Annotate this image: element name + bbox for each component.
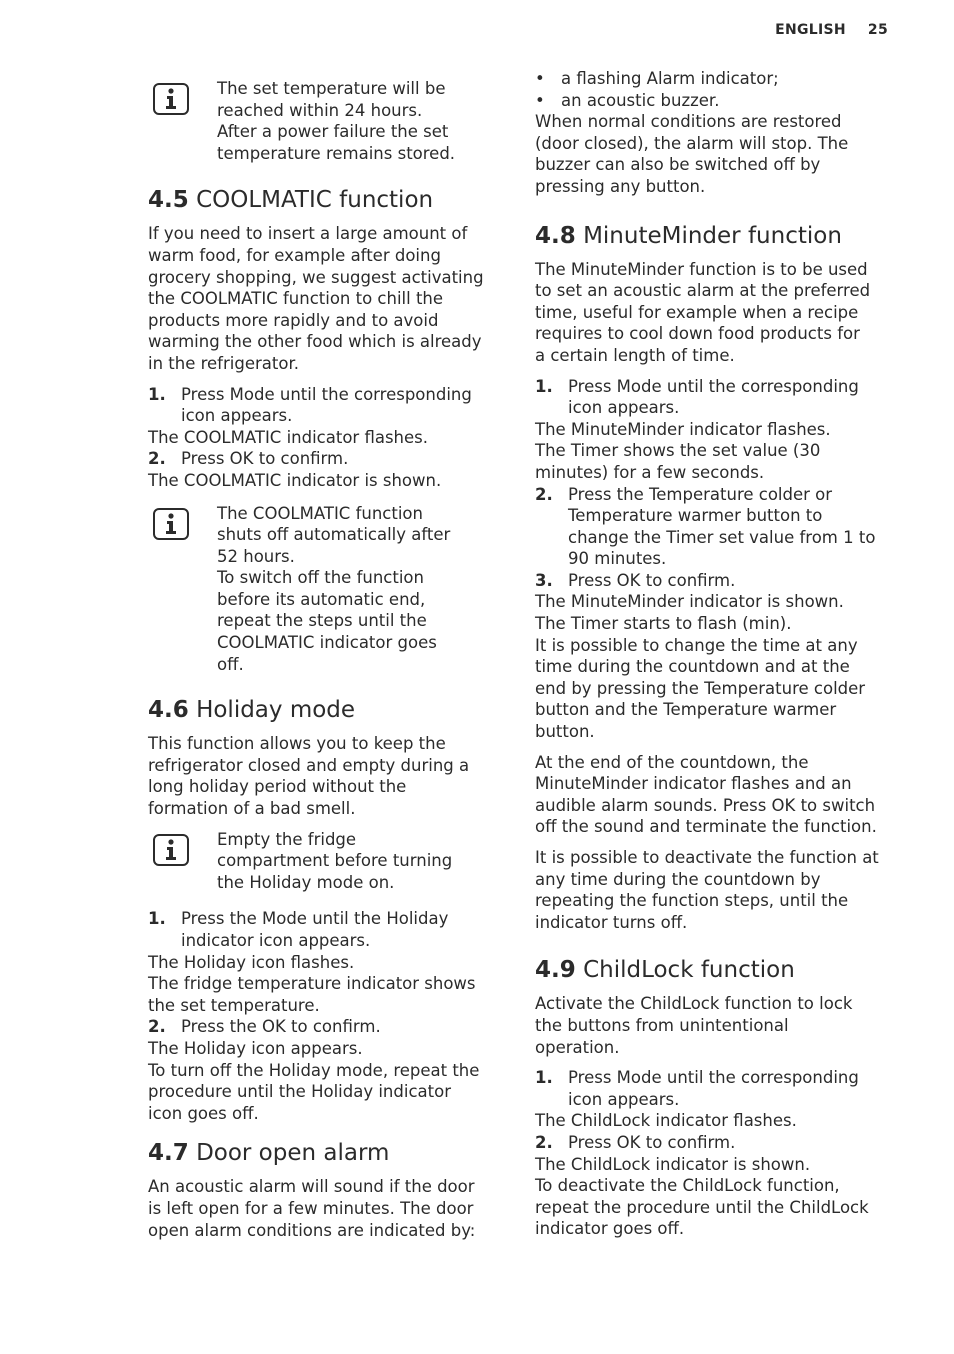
- section-heading-childlock: [535, 955, 891, 985]
- text-line: warm food, for example after doing: [148, 245, 441, 265]
- text-line: button and the Temperature warmer: [535, 700, 837, 720]
- info-note-coolmatic: [148, 503, 500, 676]
- text-line: (door closed), the alarm will stop. The: [535, 133, 849, 153]
- minuteminder-after-3: [535, 591, 891, 742]
- text-line: end by pressing the Temperature colder: [535, 678, 866, 698]
- text-line: the buttons from unintentional: [535, 1015, 789, 1035]
- language-label: ENGLISH: [775, 22, 846, 38]
- text-line: grocery shopping, we suggest activating: [148, 267, 484, 287]
- text-line: long holiday period without the: [148, 777, 407, 797]
- note-line: 52 hours.: [217, 546, 295, 566]
- minuteminder-deactivate-para: [535, 847, 891, 933]
- text-line: icon appears.: [181, 406, 293, 426]
- text-line: indicator icon appears.: [181, 931, 371, 950]
- text-line: The MinuteMinder indicator is shown.: [535, 592, 844, 612]
- page-number: 25: [867, 22, 888, 38]
- text-line: At the end of the countdown, the: [535, 752, 809, 772]
- text-line: repeat the procedure until the ChildLock: [535, 1197, 869, 1217]
- childlock-step-2: [535, 1132, 891, 1154]
- step-number: 2.: [535, 484, 553, 504]
- text-line: The MinuteMinder function is to be used: [535, 259, 868, 279]
- note-line: COOLMATIC indicator goes: [217, 633, 437, 653]
- text-line: 90 minutes.: [568, 549, 667, 569]
- text-line: button.: [535, 722, 595, 742]
- info-note-holiday: [148, 829, 500, 894]
- step-number: 1.: [535, 376, 553, 396]
- text-line: warming the other food which is already: [148, 332, 482, 352]
- section-title: COOLMATIC function: [196, 187, 434, 214]
- section-number: 4.8: [535, 222, 576, 249]
- text-line: Activate the ChildLock function to lock: [535, 994, 853, 1014]
- bullet-mark: •: [535, 69, 545, 88]
- text-line: Temperature warmer button to: [568, 506, 823, 526]
- section-title: MinuteMinder function: [583, 222, 842, 249]
- text-line: Press OK to confirm.: [181, 449, 349, 469]
- note-line: the Holiday mode on.: [217, 872, 395, 892]
- text-line: repeating the function steps, until the: [535, 891, 849, 911]
- text-line: icon goes off.: [148, 1103, 259, 1123]
- text-line: pressing any button.: [535, 176, 706, 196]
- text-line: The Holiday icon flashes.: [148, 952, 355, 972]
- text-line: operation.: [535, 1037, 620, 1057]
- text-line: Press the OK to confirm.: [181, 1017, 381, 1037]
- text-line: icon appears.: [568, 1089, 680, 1109]
- minuteminder-step-3: [535, 570, 891, 592]
- minuteminder-intro: [535, 259, 891, 367]
- section-heading-coolmatic: [148, 185, 500, 215]
- text-line: off the sound and terminate the function.: [535, 817, 877, 837]
- text-line: time during the countdown and at the: [535, 657, 850, 677]
- text-line: requires to cool down food products for: [535, 324, 860, 344]
- coolmatic-step-1: [148, 384, 500, 427]
- right-column: [535, 68, 891, 1240]
- text-line: is left open for a few minutes. The door: [148, 1198, 474, 1218]
- text-line: a flashing Alarm indicator;: [561, 69, 779, 88]
- door-alarm-intro: [148, 1176, 500, 1241]
- coolmatic-step-2: [148, 448, 500, 470]
- bullet-mark: •: [535, 90, 545, 110]
- note-line: repeat the steps until the: [217, 611, 427, 631]
- step-number: 1.: [148, 384, 166, 404]
- text-line: MinuteMinder indicator flashes and an: [535, 774, 852, 794]
- childlock-step-1: [535, 1067, 891, 1110]
- holiday-step-2: [148, 1016, 500, 1038]
- section-heading-minuteminder: [535, 221, 891, 251]
- section-number: 4.5: [148, 187, 189, 214]
- text-line: any time during the countdown by: [535, 869, 821, 889]
- text-line: If you need to insert a large amount of: [148, 224, 468, 244]
- text-line: icon appears.: [568, 398, 680, 418]
- text-line: buzzer can also be switched off by: [535, 155, 821, 175]
- info-icon: [153, 83, 189, 115]
- text-line: The MinuteMinder indicator flashes.: [535, 419, 831, 439]
- text-line: procedure until the Holiday indicator: [148, 1082, 451, 1102]
- text-line: time, useful for example when a recipe: [535, 302, 859, 322]
- text-line: Press Mode until the corresponding: [568, 376, 859, 396]
- section-title: Holiday mode: [196, 697, 356, 724]
- step-number: 3.: [535, 570, 553, 590]
- text-line: Press OK to confirm.: [568, 570, 736, 590]
- section-heading-holiday: [148, 695, 500, 725]
- text-line: The fridge temperature indicator shows: [148, 974, 476, 994]
- text-line: products more rapidly and to avoid: [148, 310, 439, 330]
- text-line: This function allows you to keep the: [148, 734, 446, 754]
- childlock-intro: [535, 993, 891, 1058]
- text-line: the COOLMATIC function to chill the: [148, 289, 444, 309]
- text-line: It is possible to deactivate the function at: [535, 848, 879, 867]
- minuteminder-step-1: [535, 376, 891, 419]
- text-line: The ChildLock indicator flashes.: [535, 1111, 797, 1131]
- note-line: The COOLMATIC function: [217, 503, 423, 523]
- minuteminder-step-2: [535, 484, 891, 570]
- text-line: audible alarm sounds. Press OK to switch: [535, 795, 876, 815]
- text-line: indicator turns off.: [535, 912, 688, 932]
- text-line: Press OK to confirm.: [568, 1132, 736, 1152]
- note-line: off.: [217, 654, 244, 674]
- note-line: reached within 24 hours.: [217, 100, 423, 120]
- text-line: To turn off the Holiday mode, repeat the: [148, 1060, 480, 1080]
- info-note-temperature: [148, 78, 500, 164]
- text-line: Press the Temperature colder or: [568, 484, 833, 504]
- list-item: [535, 68, 891, 90]
- text-line: open alarm conditions are indicated by:: [148, 1220, 476, 1240]
- note-line: Empty the fridge: [217, 829, 357, 849]
- info-icon: [153, 508, 189, 540]
- step-number: 2.: [148, 1017, 166, 1037]
- text-line: Press Mode until the corresponding: [568, 1068, 859, 1088]
- text-line: to set an acoustic alarm at the preferred: [535, 281, 871, 301]
- section-number: 4.7: [148, 1140, 189, 1167]
- text-line: The COOLMATIC indicator flashes.: [148, 427, 429, 447]
- section-title: ChildLock function: [583, 957, 795, 984]
- minuteminder-countdown-para: [535, 752, 891, 838]
- step-number: 2.: [148, 449, 166, 469]
- section-title: Door open alarm: [196, 1140, 390, 1167]
- text-line: an acoustic buzzer.: [561, 90, 720, 110]
- step-number: 2.: [535, 1132, 553, 1152]
- text-line: To deactivate the ChildLock function,: [535, 1176, 840, 1196]
- text-line: formation of a bad smell.: [148, 799, 356, 819]
- text-line: indicator goes off.: [535, 1219, 685, 1239]
- note-line: After a power failure the set: [217, 122, 449, 142]
- holiday-step-1: [148, 908, 500, 951]
- text-line: Press the Mode until the Holiday: [181, 909, 449, 929]
- text-line: It is possible to change the time at any: [535, 635, 858, 655]
- text-line: When normal conditions are restored: [535, 112, 842, 132]
- section-number: 4.9: [535, 957, 576, 984]
- text-line: The Timer starts to flash (min).: [535, 614, 792, 634]
- text-line: a certain length of time.: [535, 345, 735, 365]
- note-line: To switch off the function: [217, 568, 424, 588]
- section-heading-door-alarm: [148, 1138, 500, 1168]
- alarm-after-text: [535, 111, 891, 197]
- note-line: temperature remains stored.: [217, 143, 456, 163]
- text-line: in the refrigerator.: [148, 353, 299, 373]
- text-line: The COOLMATIC indicator is shown.: [148, 470, 442, 490]
- coolmatic-intro: [148, 223, 500, 374]
- text-line: The Timer shows the set value (30: [535, 441, 821, 461]
- text-line: An acoustic alarm will sound if the door: [148, 1177, 475, 1197]
- step-number: 1.: [535, 1068, 553, 1088]
- note-line: shuts off automatically after: [217, 525, 451, 545]
- info-icon: [153, 834, 189, 866]
- text-line: change the Timer set value from 1 to: [568, 527, 876, 547]
- note-line: compartment before turning: [217, 851, 453, 871]
- text-line: refrigerator closed and empty during a: [148, 755, 470, 775]
- step-number: 1.: [148, 909, 166, 929]
- text-line: the set temperature.: [148, 995, 320, 1015]
- text-line: The Holiday icon appears.: [148, 1038, 363, 1058]
- note-line: The set temperature will be: [217, 79, 446, 98]
- section-number: 4.6: [148, 697, 189, 724]
- left-column: [148, 68, 500, 1241]
- list-item: [535, 90, 891, 112]
- text-line: Press Mode until the corresponding: [181, 384, 472, 404]
- text-line: minutes) for a few seconds.: [535, 462, 765, 482]
- text-line: The ChildLock indicator is shown.: [535, 1154, 811, 1174]
- holiday-intro: [148, 733, 500, 819]
- page-header: [775, 22, 888, 38]
- note-line: before its automatic end,: [217, 589, 426, 609]
